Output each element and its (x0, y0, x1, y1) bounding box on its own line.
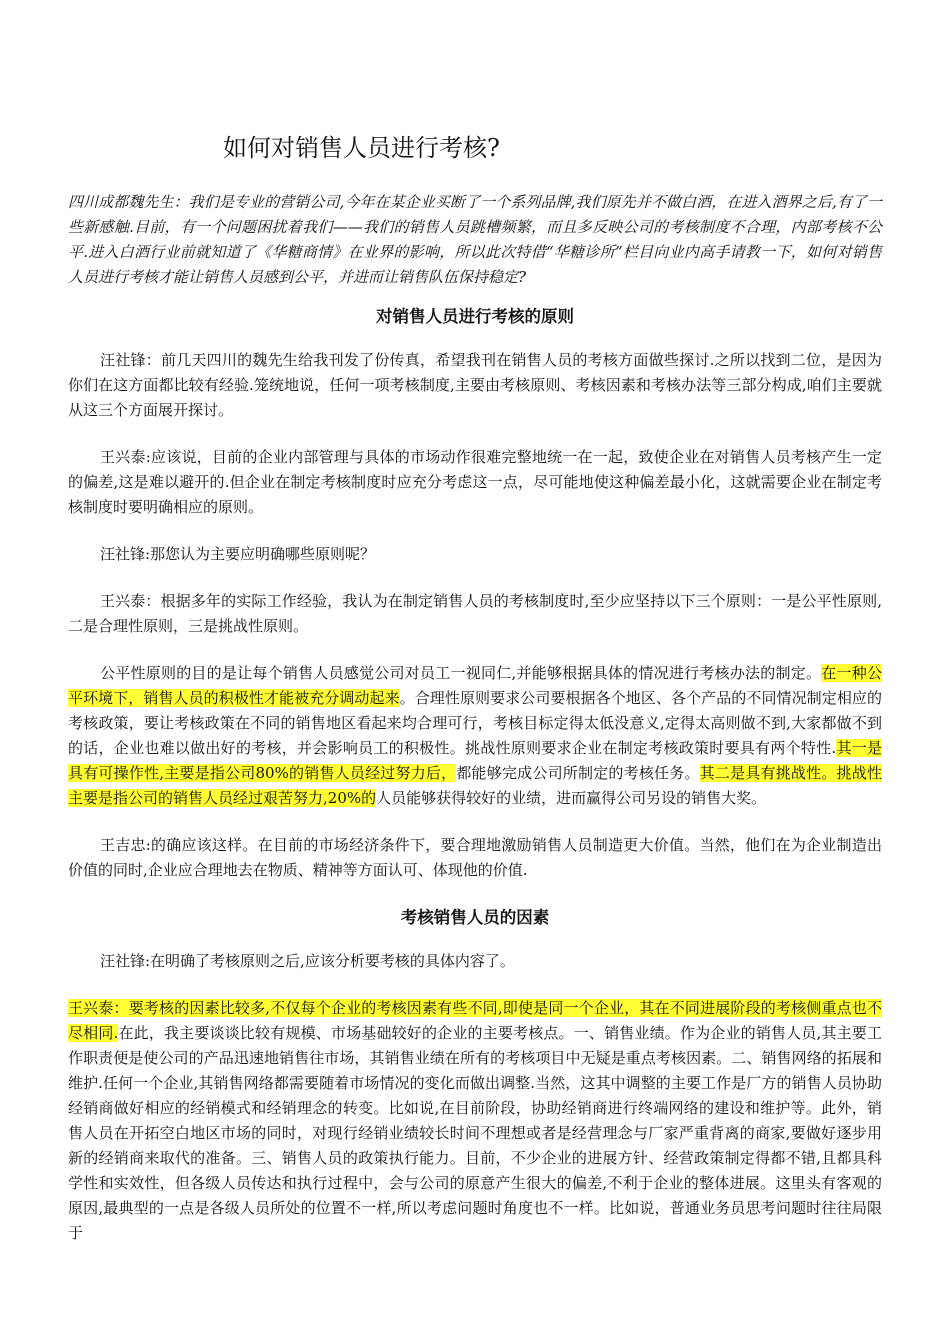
section-title-principles: 对销售人员进行考核的原则 (376, 307, 574, 326)
highlight-factors: 王兴泰：要考核的因素比较多,不仅每个企业的考核因素有些不同,即使是同一个企业，其在不同进展阶段的考核侧重点也不尽相同. (68, 999, 882, 1042)
document-page (68, 120, 882, 1268)
paragraph-5 (68, 661, 882, 811)
paragraph-5-text-b: 。合理性原则要求公司要根据各个地区、各个产品的不同情况制定相应的考核政策，要让考核政策在不同的销售地区看起来均合理可行，考核目标定得太低没意义,定得太高则做不到,大家都做不到的话，企业也难以做出好的考核，并会影响员工的积极性。挑战性原则要求企业在制定考核政策时要具有两个特性. (68, 689, 882, 757)
highlight-challenge: 其二是具有挑战性。挑战性主要是指公司的销售人员经过艰苦努力,20%的 (68, 764, 882, 807)
paragraph-4: 王兴泰：根据多年的实际工作经验，我认为在制定销售人员的考核制度时,至少应坚持以下三个原则：一是公平性原则,二是合理性原则，三是挑战性原则。 (68, 592, 882, 635)
paragraph-6: 王吉忠:的确应该这样。在目前的市场经济条件下，要合理地激励销售人员制造更大价值。当然，他们在为企业制造出价值的同时,企业应合理地去在物质、精神等方面认可、体现他的价值. (68, 836, 882, 879)
paragraph-5-text-a: 公平性原则的目的是让每个销售人员感觉公司对员工一视同仁,并能够根据具体的情况进行考核办法的制定。 (100, 664, 822, 682)
highlight-operability: 其一是具有可操作性,主要是指公司80%的销售人员经过努力后， (68, 739, 882, 782)
section-title-factors: 考核销售人员的因素 (400, 908, 550, 927)
paragraph-3: 汪社锋:那您认为主要应明确哪些原则呢？ (100, 545, 376, 563)
paragraph-1: 汪社锋：前几天四川的魏先生给我刊发了份传真，希望我刊在销售人员的考核方面做些探讨.之所以找到二位，是因为你们在这方面都比较有经验.笼统地说，任何一项考核制度,主要由考核原则、考核因素和考核办法等三部分构成,咱们主要就从这三个方面展开探讨。 (68, 351, 882, 419)
highlight-fair-environment: 在一种公平环境下，销售人员的积极性才能被充分调动起来 (68, 664, 882, 707)
paragraph-8-text: 在此，我主要谈谈比较有规模、市场基础较好的企业的主要考核点。一、销售业绩。作为企业的销售人员,其主要工作职责便是使公司的产品迅速地销售往市场，其销售业绩在所有的考核项目中无疑是重点考核因素。二、销售网络的拓展和维护.任何一个企业,其销售网络都需要随着市场情况的变化而做出调整.当然，这其中调整的主要工作是厂方的销售人员协助经销商做好相应的经销模式和经销理念的转变。比如说,在目前阶段，协助经销商进行终端网络的建设和维护等。此外，销售人员在开拓空白地区市场的同时，对现行经销业绩较长时间不理想或者是经营理念与厂家严重背离的商家,要做好逐步用新的经销商来取代的准备。三、销售人员的政策执行能力。目前，不少企业的进展方针、经营政策制定得都不错,且都具科学性和实效性，但各级人员传达和执行过程中，会与公司的原意产生很大的偏差,不利于企业的整体进展。这里头有客观的原因,最典型的一点是各级人员所处的位置不一样,所以考虑问题时角度也不一样。比如说，普通业务员思考问题时往往局限于 (68, 1024, 882, 1242)
paragraph-7: 汪社锋:在明确了考核原则之后,应该分析要考核的具体内容了。 (100, 952, 515, 970)
paragraph-2: 王兴泰:应该说，目前的企业内部管理与具体的市场动作很难完整地统一在一起，致使企业在对销售人员考核产生一定的偏差,这是难以避开的.但企业在制定考核制度时应充分考虑这一点，尽可能地使这种偏差最小化，这就需要企业在制定考核制度时要明确相应的原则。 (68, 448, 882, 516)
intro-question: 四川成都魏先生：我们是专业的营销公司,今年在某企业买断了一个系列品牌,我们原先并不做白酒，在进入酒界之后,有了一些新感触.目前，有一个问题困扰着我们——我们的销售人员跳槽频繁，而且多反映公司的考核制度不合理，内部考核不公平.进入白酒行业前就知道了《华糖商情》在业界的影响，所以此次特借“华糖诊所”栏目向业内高手请教一下，如何对销售人员进行考核才能让销售人员感到公平，并进而让销售队伍保持稳定? (68, 193, 882, 286)
paragraph-5-text-d: 人员能够获得较好的业绩，进而赢得公司另设的销售大奖。 (376, 789, 767, 807)
paragraph-5-text-c: 都能够完成公司所制定的考核任务。 (456, 764, 700, 782)
paragraph-8 (68, 996, 882, 1246)
document-title: 如何对销售人员进行考核? (223, 134, 500, 162)
